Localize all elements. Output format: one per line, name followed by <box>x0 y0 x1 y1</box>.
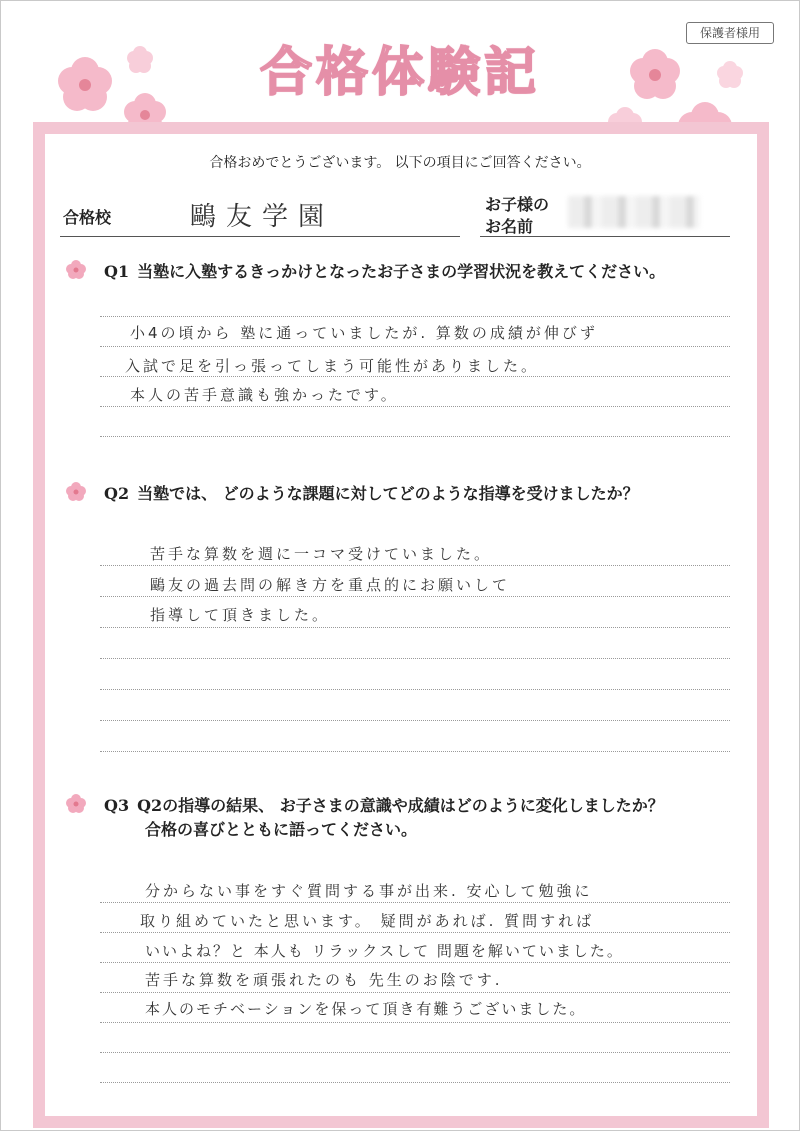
q3-answer-line-4: 苦手な算数を頑張れたのも 先生のお陰です. <box>145 971 503 989</box>
q3-text-line-1: Q2の指導の結果、 お子さまの意識や成績はどのように変化しましたか？ <box>137 796 664 815</box>
q1-answer-line-2: 入試で足を引っ張ってしまう可能性がありました。 <box>125 357 540 375</box>
child-name-label-2: お名前 <box>485 217 534 236</box>
q1-title <box>104 260 665 284</box>
q2-answer-line-1: 苦手な算数を週に一コマ受けていました。 <box>150 545 493 563</box>
answer-rule <box>100 751 730 752</box>
q3-answer-line-1: 分からない事をすぐ質問する事が出来. 安心して勉強に <box>145 882 593 900</box>
q2-number: Q2 <box>104 484 130 503</box>
answer-rule <box>100 346 730 347</box>
q2-text: 当塾では、 どのような課題に対してどのような指導を受けましたか？ <box>137 484 639 503</box>
answer-rule <box>100 658 730 659</box>
q2-answer-line-2: 鷗友の過去問の解き方を重点的にお願いして <box>150 576 511 594</box>
guardian-badge: 保護者様用 <box>686 22 774 44</box>
answer-rule <box>100 1082 730 1083</box>
q3-number: Q3 <box>104 796 130 815</box>
school-underline <box>60 236 460 237</box>
answer-rule <box>100 932 730 933</box>
q2-answer-line-3: 指導して頂きました。 <box>150 606 331 624</box>
answer-rule <box>100 565 730 566</box>
q1-answer-line-3: 本人の苦手意識も強かったです。 <box>130 386 399 404</box>
child-name-redacted <box>568 196 700 228</box>
answer-rule <box>100 406 730 407</box>
answer-rule <box>100 376 730 377</box>
answer-rule <box>100 689 730 690</box>
answer-rule <box>100 596 730 597</box>
answer-rule <box>100 962 730 963</box>
answer-rule <box>100 316 730 317</box>
answer-rule <box>100 436 730 437</box>
q3-title <box>104 794 664 818</box>
answer-rule <box>100 1022 730 1023</box>
page-title: 合格体験記 <box>259 43 540 103</box>
answer-rule <box>100 902 730 903</box>
flower-bullet-icon <box>64 480 88 504</box>
q1-number: Q1 <box>104 262 130 281</box>
intro-text: 合格おめでとうございます。 以下の項目にご回答ください。 <box>209 155 591 171</box>
q3-answer-line-5: 本人のモチベーションを保って頂き有難うございました。 <box>145 1000 587 1018</box>
q2-title <box>104 482 639 506</box>
child-name-underline <box>480 236 730 237</box>
child-name-label-1: お子様の <box>485 195 550 214</box>
school-label: 合格校 <box>63 208 112 227</box>
answer-rule <box>100 1052 730 1053</box>
q1-text: 当塾に入塾するきっかけとなったお子さまの学習状況を教えてください。 <box>137 262 666 281</box>
q3-answer-line-3: いいよね？と 本人も リラックスして 問題を解いていました。 <box>145 942 624 960</box>
answer-rule <box>100 992 730 993</box>
flower-bullet-icon <box>64 792 88 816</box>
answer-rule <box>100 720 730 721</box>
answer-rule <box>100 627 730 628</box>
flower-bullet-icon <box>64 258 88 282</box>
q3-answer-line-2: 取り組めていたと思います。 疑問があれば. 質問すれば <box>140 912 595 930</box>
q1-answer-line-1: 小4の頃から 塾に通っていましたが. 算数の成績が伸びず <box>130 324 598 342</box>
q3-text-line-2: 合格の喜びとともに語ってください。 <box>145 820 418 839</box>
school-value: 鷗友学園 <box>190 202 335 232</box>
